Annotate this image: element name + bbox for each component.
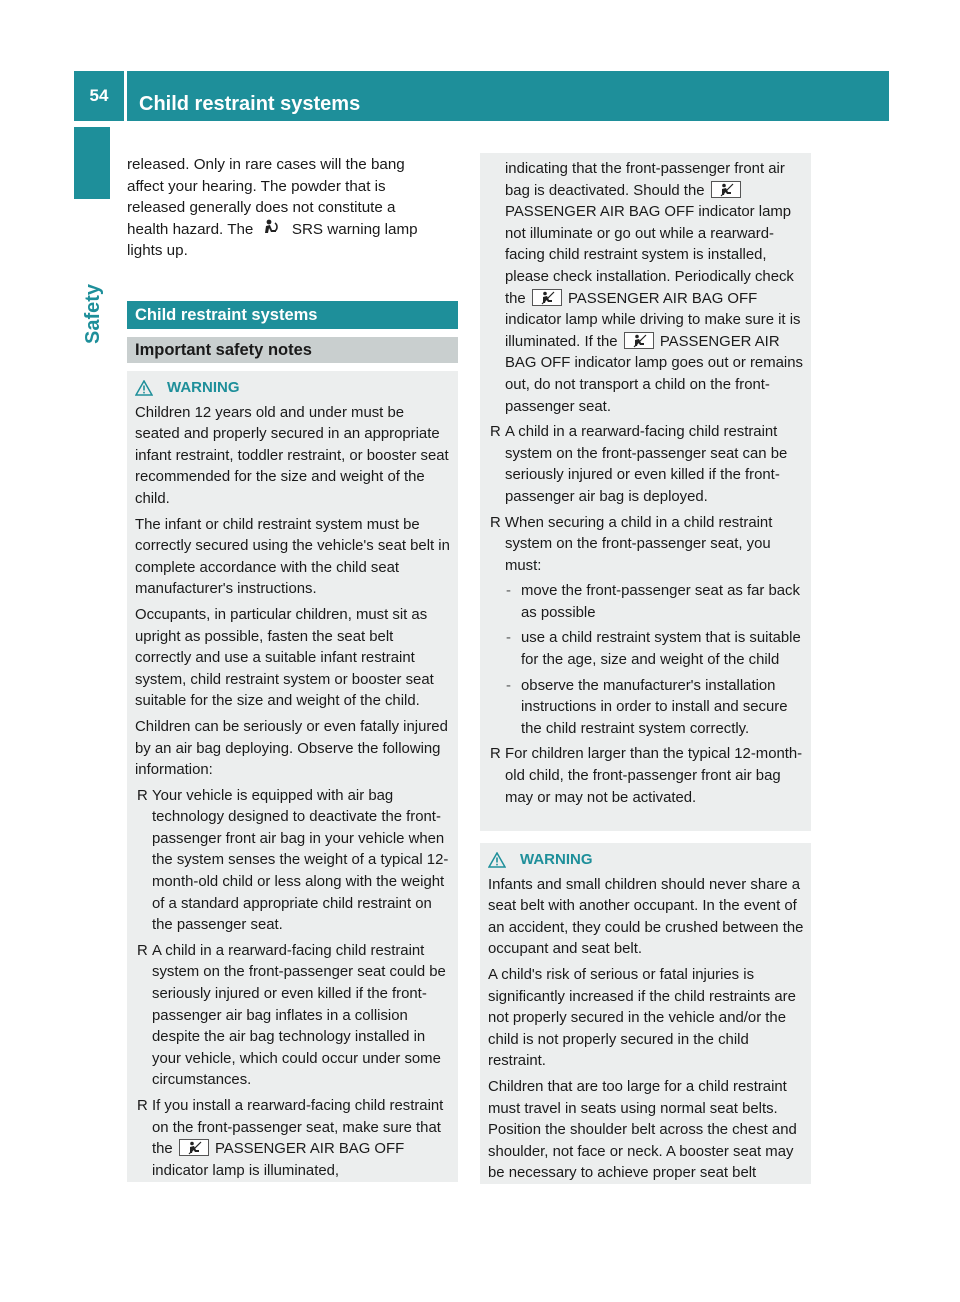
intro-line: SRS warning lamp — [287, 220, 418, 238]
passenger-airbag-off-icon — [711, 181, 741, 198]
intro-paragraph — [127, 154, 458, 262]
warning-paragraph: Children that are too large for a child restraint must travel in seats using normal seat belts. Position the shoulder belt across the chest and shoulder, not face or neck. A booster seat may be necessary to achieve proper seat belt — [488, 1078, 797, 1182]
srs-warning-lamp-icon — [260, 219, 286, 237]
paragraph-text: indicating that the front-passenger front air bag is deactivated. Should the — [505, 161, 785, 199]
bullet-item — [135, 786, 451, 937]
paragraph-text: PASSENGER AIR BAG OFF indicator lamp while driving to make sure it is illuminated. If the — [505, 290, 801, 350]
side-section-label: Safety — [81, 283, 104, 345]
bullet-item — [135, 941, 451, 1092]
warning-triangle-icon — [135, 380, 153, 396]
bullet-marker: R — [490, 746, 501, 763]
warning-heading — [488, 849, 804, 871]
bullet-marker: R — [137, 1098, 148, 1114]
warning-panel-left — [127, 371, 458, 1182]
dash-marker: - — [506, 677, 511, 694]
warning-paragraph: Children can be seriously or even fatally injured by an air bag deploying. Observe the following information: — [135, 718, 448, 779]
dash-text: use a child restraint system that is suitable for the age, size and weight of the child — [521, 630, 801, 669]
dash-item — [488, 581, 804, 624]
bullet-item — [135, 1096, 451, 1182]
bullet-item — [488, 744, 804, 809]
bullet-text: If you install a rearward-facing child restraint on the front-passenger seat, make sure that the — [152, 1098, 444, 1158]
warning-paragraph: A child's risk of serious or fatal injuries is significantly increased if the child restraints are not properly secured in the vehicle and/or the child is not properly secured in the child restraint. — [488, 966, 796, 1070]
page-number: 54 — [89, 86, 109, 105]
warning-paragraph: Children 12 years old and under must be seated and properly secured in an appropriate infant restraint, toddler restraint, or booster seat recommended for the size and weight of the child. — [135, 404, 449, 507]
warning-heading — [135, 377, 451, 399]
dash-item — [488, 628, 804, 671]
bullet-text: A child in a rearward-facing child restraint system on the front-passenger seat can be seriously injured or even killed if the front-passenger air bag is deployed. — [505, 424, 788, 505]
bullet-text: When securing a child in a child restraint system on the front-passenger seat, you must: — [505, 514, 773, 574]
paragraph-text: PASSENGER AIR BAG OFF indicator lamp not illuminate or go out while a rearward-facing child restraint system is installed, please check installation. Periodically check the — [505, 204, 794, 307]
warning-paragraph: Occupants, in particular children, must sit as upright as possible, fasten the seat belt correctly and use a suitable infant restraint system, child restraint system or booster seat suitable for the size and weight of the child. — [135, 606, 434, 710]
bullet-marker: R — [137, 942, 148, 959]
dash-marker: - — [506, 583, 511, 600]
bullet-item — [488, 513, 804, 578]
side-tab-block — [74, 127, 110, 199]
warning-triangle-icon — [488, 852, 506, 868]
passenger-airbag-off-icon — [532, 289, 562, 306]
bullet-marker: R — [137, 787, 148, 804]
bullet-text: A child in a rearward-facing child restraint system on the front-passenger seat could be seriously injured or even killed if the front-passenger air bag inflates in a collision despite the air bag technology installed in your vehicle, which could occur under some circumstances. — [152, 942, 446, 1089]
passenger-airbag-off-icon — [179, 1139, 209, 1156]
subsection-heading: Important safety notes — [127, 337, 458, 363]
section-heading: Child restraint systems — [127, 301, 458, 329]
bullet-text: PASSENGER AIR BAG OFF indicator lamp is illuminated, — [152, 1141, 405, 1179]
intro-line: released generally does not constitute a — [127, 199, 396, 217]
intro-line: health hazard. The — [127, 220, 254, 238]
intro-text — [127, 154, 458, 262]
bullet-item — [488, 422, 804, 508]
page-title: Child restraint systems — [139, 93, 361, 115]
dash-text: move the front-passenger seat as far back as possible — [521, 583, 800, 621]
dash-item — [488, 676, 804, 741]
dash-marker: - — [506, 630, 511, 647]
continued-paragraph — [488, 159, 804, 418]
intro-line: affect your hearing. The powder that is — [127, 177, 386, 195]
bullet-text: Your vehicle is equipped with air bag technology designed to deactivate the front-passenger front air bag in your vehicle when the system senses the weight of a typical 12-month-old child or less along with the weight of a standard appropriate child restraint on the passenger seat. — [152, 787, 449, 934]
dash-text: observe the manufacturer's installation instructions in order to install and secure the child restraint system correctly. — [521, 677, 788, 737]
warning-panel-right-2 — [480, 843, 811, 1184]
paragraph-text: PASSENGER AIR BAG OFF indicator lamp goes out or remains out, do not transport a child on the front-passenger seat. — [505, 333, 803, 415]
bullet-marker: R — [490, 514, 501, 531]
header-divider — [124, 71, 127, 121]
intro-line: lights up. — [127, 242, 188, 260]
bullet-text: For children larger than the typical 12-month-old child, the front-passenger front air bag may or may not be activated. — [505, 746, 803, 806]
intro-line: released. Only in rare cases will the bang — [127, 156, 405, 173]
passenger-airbag-off-icon — [624, 332, 654, 349]
bullet-marker: R — [490, 424, 501, 441]
warning-label: WARNING — [167, 379, 240, 396]
warning-paragraph: The infant or child restraint system must be correctly secured using the vehicle's seat belt in complete accordance with the child seat manufacturer's instructions. — [135, 516, 450, 598]
warning-label: WARNING — [520, 851, 593, 868]
warning-panel-right — [480, 153, 811, 831]
warning-paragraph: Infants and small children should never share a seat belt with another occupant. In the event of an accident, they could be crushed between the occupant and seat belt. — [488, 876, 804, 958]
